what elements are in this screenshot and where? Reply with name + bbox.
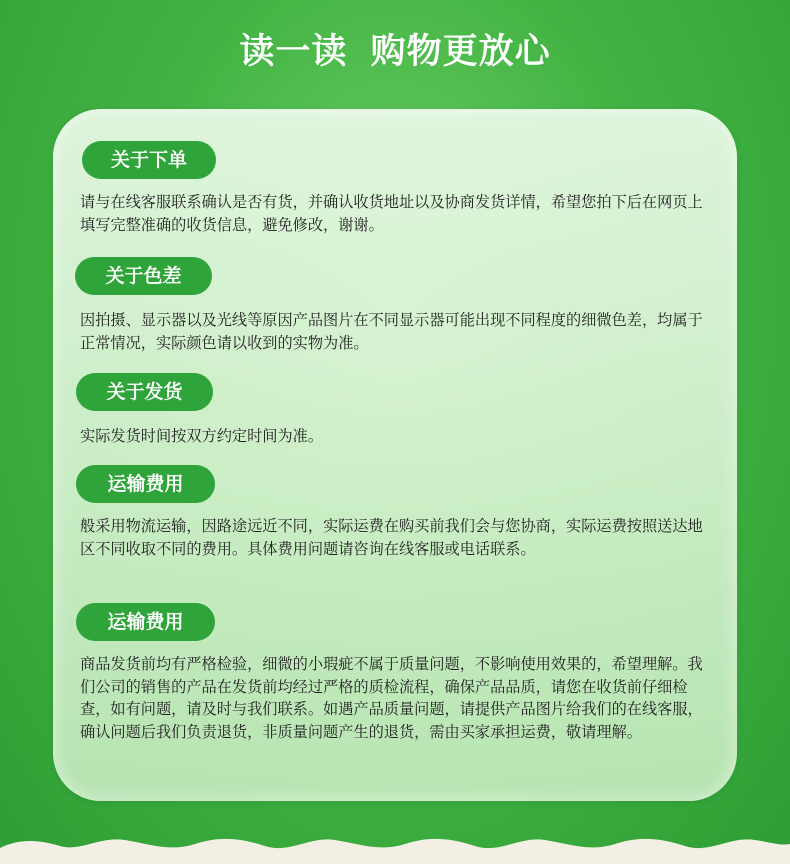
section-heading-shipping: 关于发货	[76, 373, 213, 411]
page-title: 读一读 购物更放心	[239, 32, 551, 72]
section-heading-freight: 运输费用	[76, 465, 215, 503]
section-body-shipping: 实际发货时间按双方约定时间为准。	[80, 427, 323, 445]
section-heading-order: 关于下单	[82, 141, 216, 179]
bottom-wave-decoration	[0, 822, 790, 864]
section-body-freight: 般采用物流运输，因路途远近不同，实际运费在购买前我们会与您协商，实际运费按照送达地区不同收取不同的费用。具体费用问题请咨询在线客服或电话联系。	[80, 517, 703, 558]
section-heading-color-difference: 关于色差	[75, 257, 212, 295]
section-heading-quality: 运输费用	[76, 603, 215, 641]
section-body-quality: 商品发货前均有严格检验，细微的小瑕疵不属于质量问题，不影响使用效果的，希望理解。我们公司的销售的产品在发货前均经过严格的质检流程，确保产品品质，请您在收货前仔细检查，如有问题，请及时与我们联系。如遇产品质量问题，请提供产品图片给我们的在线客服，确认问题后我们负责退货，非质量问题产生的退货，需由买家承担运费，敬请理解。	[80, 655, 703, 741]
section-body-color-difference: 因拍摄、显示器以及光线等原因产品图片在不同显示器可能出现不同程度的细微色差，均属于正常情况，实际颜色请以收到的实物为准。	[80, 311, 703, 352]
section-body-order: 请与在线客服联系确认是否有货，并确认收货地址以及协商发货详情，希望您拍下后在网页上填写完整准确的收货信息，避免修改，谢谢。	[80, 193, 703, 234]
